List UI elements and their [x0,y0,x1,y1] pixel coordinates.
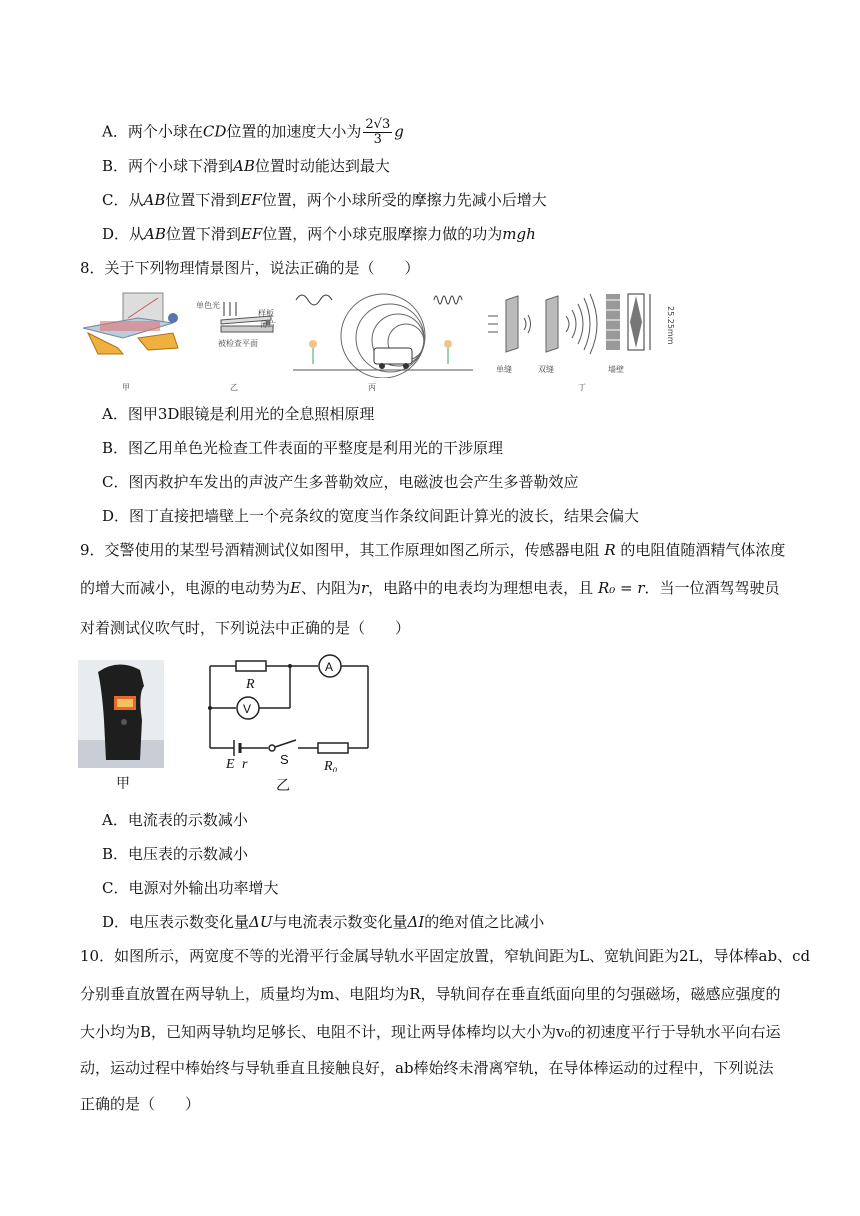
q7-option-b: B．两个小球下滑到AB位置时动能达到最大 [102,157,390,175]
q9-option-b: B．电压表的示数减小 [102,845,249,863]
label-R: R [246,677,255,692]
q7-option-c: C．从AB位置下滑到EF位置，两个小球所受的摩擦力先减小后增大 [102,191,547,209]
caption-jia-9: 甲 [116,776,130,792]
q10-line3: 大小均为B，已知两导轨均足够长、电阻不计，现让两导体棒均以大小为v₀的初速度平行于导轨水平向右运 [80,1023,781,1041]
label-voltmeter: V [243,702,252,716]
figure-jia [78,288,188,358]
label-wall: 墙壁 [608,365,624,374]
q8-stem: 8．关于下列物理情景图片，说法正确的是（ ） [80,259,420,277]
q9-option-c: C．电源对外输出功率增大 [102,879,279,897]
q9-stem-line2: 的增大而减小，电源的电动势为E、内阻为r，电路中的电表均为理想电表，且 R₀ = r．当一位酒驾驾驶员 [80,579,780,597]
label-surface: 被检查平面 [218,339,258,348]
label-light: 单色光 [196,301,220,310]
q8-option-a: A．图甲3D眼镜是利用光的全息照相原理 [102,405,375,423]
label-double-slit: 双缝 [538,365,554,374]
figure-ding [486,288,666,358]
q10-line5: 正确的是（ ） [80,1095,201,1113]
q8-figures [78,288,678,392]
q10-line2: 分别垂直放置在两导轨上，质量均为m、电阻均为R，导轨间存在垂直纸面向里的匀强磁场，磁感应强度的 [80,985,781,1003]
q9-stem-line3: 对着测试仪吹气时，下列说法中正确的是（ ） [80,619,411,637]
label-R0: R₀ [324,759,338,772]
label-plate: 样板 [258,309,274,318]
caption-bing: 丙 [368,383,376,392]
label-ammeter: A [325,660,334,674]
q7-option-a: A．两个小球在CD位置的加速度大小为 $\frac{2√3}{3}$ g [102,117,404,147]
label-r: r [242,757,248,772]
q8-option-b: B．图乙用单色光检查工件表面的平整度是利用光的干涉原理 [102,439,504,457]
fraction: $\frac{2√3}{3}$ [365,117,391,147]
q10-line4: 动，运动过程中棒始终与导轨垂直且接触良好，ab棒始终未滑离窄轨，在导体棒运动的过程中，下列说法 [80,1059,774,1077]
circuit-diagram [200,652,380,772]
caption-jia: 甲 [122,383,130,392]
q9-option-d: D．电压表示数变化量ΔU与电流表示数变化量ΔI的绝对值之比减小 [102,913,545,931]
caption-yi: 乙 [230,383,238,392]
q8-option-c: C．图丙救护车发出的声波产生多普勒效应，电磁波也会产生多普勒效应 [102,473,579,491]
label-single-slit: 单缝 [496,365,512,374]
q7-option-d: D．从AB位置下滑到EF位置，两个小球克服摩擦力做的功为mgh [102,225,536,243]
label-S: S [280,752,289,767]
q9-option-a: A．电流表的示数减小 [102,811,248,829]
q8-option-d: D．图丁直接把墙壁上一个亮条纹的宽度当作条纹间距计算光的波长，结果会偏大 [102,507,640,525]
q9-stem-line1: 9．交警使用的某型号酒精测试仪如图甲，其工作原理如图乙所示，传感器电阻 R 的电阻值随酒精气体浓度 [80,541,786,559]
q10-line1: 10．如图所示，两宽度不等的光滑平行金属导轨水平固定放置，窄轨间距为L、宽轨间距为2L，导体棒ab、cd [80,947,811,965]
caption-yi-9: 乙 [276,778,290,794]
breathalyzer-photo [78,660,164,768]
figure-bing [288,288,478,378]
caption-ding: 丁 [578,383,586,392]
label-E: E [226,757,235,772]
label-sheet: 薄片 [260,320,276,329]
label-width: 25.25mm [666,306,675,345]
